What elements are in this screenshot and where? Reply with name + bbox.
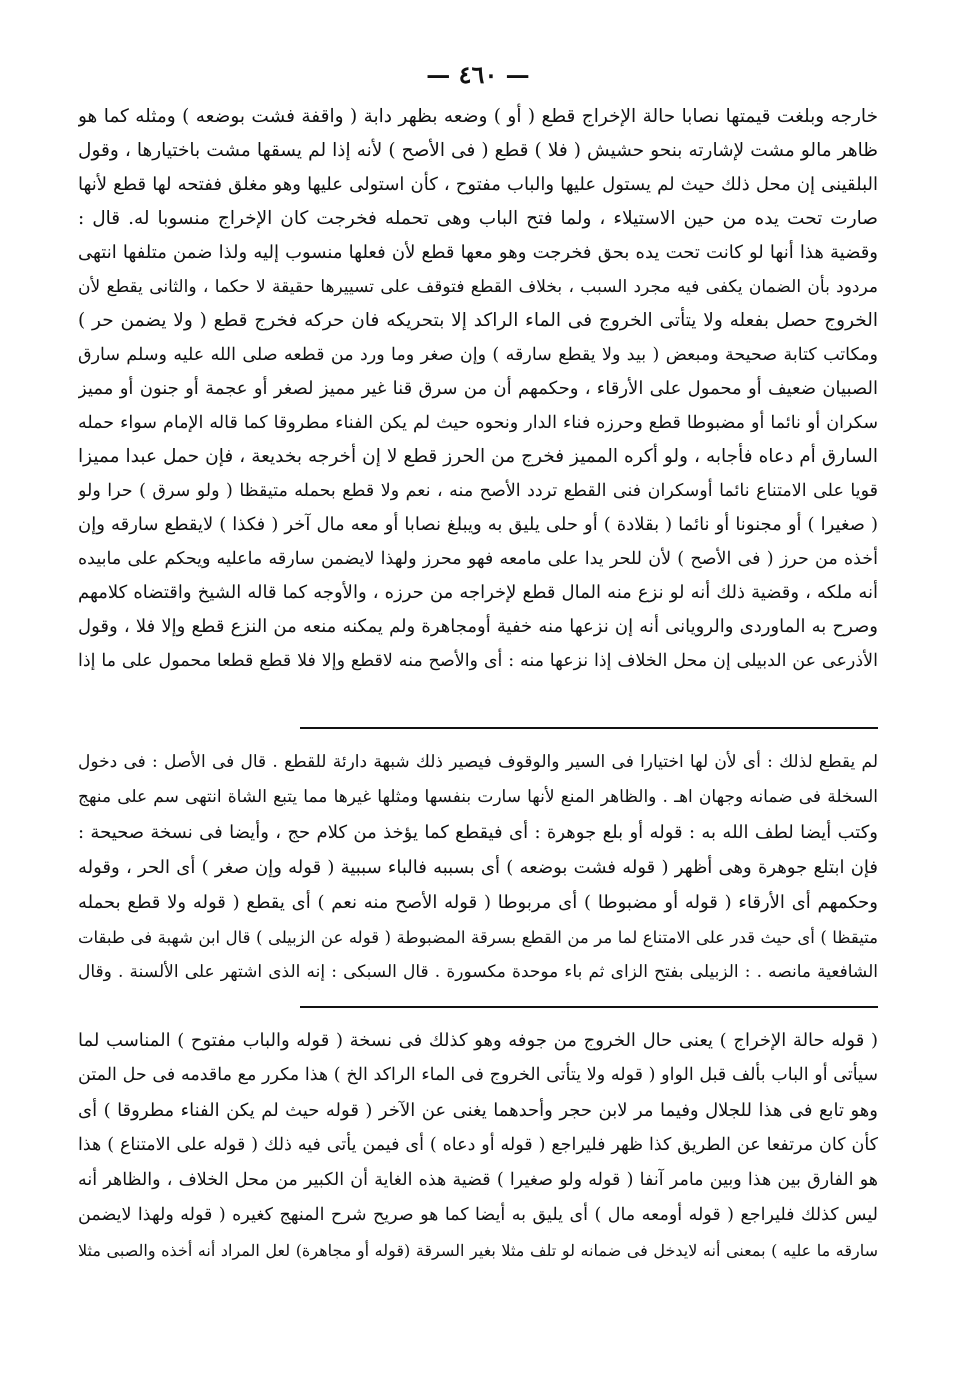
footnote-divider (300, 1006, 878, 1008)
text-line: الخروج حصل بفعله ولا يتأتى الخروج فى الماء الراكد إلا بتحريكه فان حركه فخرج قطع ( ولا يضمن حر ) (78, 310, 878, 331)
footnote-line: سارقه ما عليه ) بمعنى أنه لايدخل فى ضمانه لو تلف مثلا بغير السرقة (قوله أو مجاهرة) لعل المراد أنه أخذه والصبى مثلا (78, 1241, 878, 1260)
page-number: — ٤٦٠ — (426, 60, 530, 89)
footnote-line: لم يقطع لذلك : أى لأن لها اختيارا فى السير والوقوف فيصير ذلك شبهة دارئة للقطع . قال فى الأصل : فى دخول (78, 752, 878, 772)
footnote-line: ليس كذلك فليراجع ( قوله أومعه مال ) أى يليق به أيضا كما هو صريح شرح المنهج كغيره ( قوله ولهذا لايضمن (78, 1205, 878, 1225)
text-line: وصرح به الماوردى والرويانى أنه إن نزعها منه خفية أومجاهرة ولم يمكنه منعه من النزع قطع وإلا فلا ، وقول (78, 616, 878, 637)
footnote-line: وهو تابع فى هذا للجلال وفيما مر لابن حجر وأحدهما يغنى عن الآخر ( قوله حيث لم يكن الفناء مطروقا ) أى (78, 1100, 878, 1121)
main-text (78, 100, 878, 678)
text-line: ظاهر مالو مشت لإشارته بنحو حشيش ( فلا ) قطع ( فى الأصح ) لأنه إذا لم يسقها مشت باختيارها ، وقول (78, 140, 878, 161)
footnote-line: السخلة فى ضمانه وجهان اهـ . والظاهر المنع لأنها سارت بنفسها ومثلها غيرها مما يتبع الشاة انتهى سم على منهج (78, 787, 878, 807)
footnote-line: ( قوله حالة الإخراج ) يعنى حال الخروج من جوفه وهو كذلك فى نسخة ( قوله والباب مفتوح ) المناسب لما (78, 1030, 878, 1051)
text-line: أنه ملكه ، وقضية ذلك أنه لو نزع منه المال قطع لإخراجه من حرزه ، والأوجه كما قاله الشيخ واقتضاه كلامهم (78, 582, 878, 603)
footnote-line: متيقظا ) أى حيث قدر على الامتناع لما مر من القطع بسرقة المضبوطة ( قوله عن الزبيلى ) قال ابن شهبة فى طبقات (78, 928, 878, 947)
text-line: خارجه وبلغت قيمتها نصابا حالة الإخراج قطع ( أو ) وضعه بظهر دابة ( واقفة فشت بوضعه ) ومثله كما هو (78, 106, 878, 127)
footnote-line: الشافعية مانصه . : الزبيلى بفتح الزاى ثم باء موحدة مكسورة . قال السبكى : إنه الذى اشتهر على الألسنة . وقال (78, 962, 878, 982)
text-line: الصبيان ضعيف أو محمول على الأرقاء ، وحكمهم أن من سرق قنا غير مميز لصغر أو عجمة أو جنون أو مميز (78, 378, 878, 399)
text-line: ( صغيرا ) أو مجنونا أو نائما ( بقلادة ) أو حلى يليق به ويبلغ نصابا أو معه مال آخر ( فكذا ) لايقطع سارقه وإن (78, 514, 878, 535)
footnote-block-1 (78, 745, 878, 990)
text-line: مردود بأن الضمان يكفى فيه مجرد السبب ، بخلاف القطع فتوقف على تسييرها حقيقة لا حكما ، والثانى يقطع لأن (78, 277, 878, 297)
footnote-line: كأن كان مرتفعا عن الطريق كذا ظهر فليراجع ( قوله أو دعاه ) أى فيمن يأتى فيه ذلك ( قوله على الامتناع ) هذا (78, 1135, 878, 1155)
footnote-block-2 (78, 1023, 878, 1268)
footnote-line: سيأتى أو الباب بألف قبل الواو ( قوله ولا يتأتى الخروج فى الماء الراكد الخ ) هذا مكرر مع ماقدمه فى حل المتن (78, 1065, 878, 1085)
text-line: سكران أو نائما أو مضبوطا قطع وحرزه فناء الدار ونحوه حيث لم يكن الفناء مطروقا كما قاله الإمام سواء حمله (78, 413, 878, 433)
text-line: الأذرعى عن الدبيلى إن محل الخلاف إذا نزعها منه : أى والأصح منه لاقطع وإلا فلا قطع قطعا محمول على ما إذا (78, 651, 878, 671)
text-line: ومكاتب كتابة صحيحة ومبعض ( بيد ولا يقطع سارقه ) وإن صغر وما ورد من قطعه صلى الله عليه وسلم سارق (78, 345, 878, 365)
footnote-line: هو الفارق بين هذا وبين مامر آنفا ( قوله ولو صغيرا ) قضية هذه الغاية أن الكبير من محل الخلاف ، والظاهر أنه (78, 1170, 878, 1190)
text-line: وقضية هذا أنها لو كانت تحت يده بحق فخرجت وهو معها قطع لأن فعلها منسوب إليه ولذا ضمن متلفها انتهى (78, 242, 878, 263)
text-line: قويا على الامتناع نائما أوسكران فنى القطع تردد الأصح منه ، نعم ولا قطع بحمله متيقظا ( ولو سرق ) حرا ولو (78, 481, 878, 501)
footnote-divider (300, 727, 878, 729)
footnote-line: وحكمهم أى الأرقاء ( قوله أو مضبوطا ) أى مربوطا ( قوله الأصح منه نعم ) أى يقطع ( قوله ولا قطع بحمله (78, 892, 878, 913)
footnote-line: وكتب أيضا لطف الله به : قوله أو بلع جوهرة : أى فيقطع كما يؤخذ من كلام حج ، وأيضا فى نسخة صحيحة : (78, 822, 878, 843)
text-line: صارت تحت يده من حين الاستيلاء ، ولما فتح الباب وهى تحمله فخرجت كان الإخراج منسوبا له. قال : (78, 208, 878, 229)
text-line: السارق أم دعاه فأجابه ، ولو أكره المميز فخرج من الحرز قطع لا إن أخرجه بخديعة ، فإن حمل عبدا مميزا (78, 446, 878, 467)
text-line: البلقينى إن محل ذلك حيث لم يستول عليها والباب مفتوح ، كأن استولى عليها وهو مغلق ففتحه لها قطع لأنها (78, 174, 878, 195)
text-line: أخذه من حرز ( فى الأصح ) لأن للحر يدا على مامعه فهو محرز ولهذا لايضمن سارقه ماعليه ويحكم على مابيده (78, 549, 878, 569)
footnote-line: فإن ابتلع جوهرة وهى أظهر ( قوله فشت بوضعه ) أى بسببه فالباء سببية ( قوله وإن صغر ) أى الحر ، وقوله (78, 857, 878, 878)
